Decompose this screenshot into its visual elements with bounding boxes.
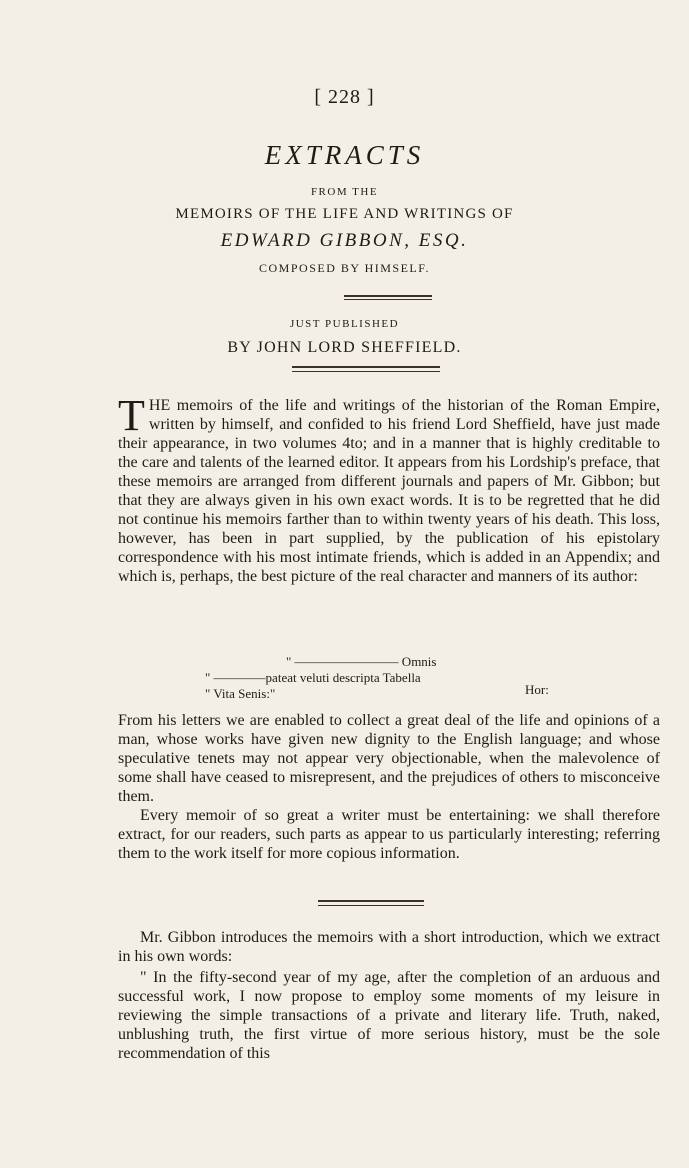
quote-line-3: " Vita Senis:" (205, 686, 276, 701)
paragraph-intro (118, 391, 660, 586)
paragraph-memoir-quote-text: " In the fifty-second year of my age, after the completion of an arduous and successful work, I now propose to employ some moments of my leisure in reviewing the simple transactions of a private and literary life. Truth, naked, unblushing truth, the first virtue of more serious history, must be the sole recommendation of this (118, 969, 660, 1062)
author-name: EDWARD GIBBON, ESQ. (220, 230, 469, 251)
just-published-label: JUST PUBLISHED (289, 318, 400, 330)
paragraph-intro-text: HE memoirs of the life and writings of the historian of the Roman Empire, written by himself, and confided to his friend Lord Sheffield, have just made their appearance, in two volumes 4to; and in a manner that is highly creditable to the care and talents of the learned editor. It appears from his Lordship's preface, that these memoirs are arranged from different journals and papers of Mr. Gibbon; but that they are always given in his own exact words. It is to be regretted that he did not continue his memoirs farther than to within twenty years of his death. This loss, however, has been in part supplied, by the publication of his epistolary correspondence with his most intimate friends, which is added in an Appendix; and which is, perhaps, the best picture of the real character and manners of its author: (118, 397, 660, 585)
divider-rule-3b (318, 905, 424, 906)
paragraph-memoir-quote (118, 968, 660, 1063)
from-the-label: FROM THE (310, 186, 379, 198)
editor-line: BY JOHN LORD SHEFFIELD. (227, 339, 462, 356)
paragraph-introduction-text: Mr. Gibbon introduces the memoirs with a short introduction, which we extract in his own words: (118, 929, 660, 965)
divider-rule-1b (344, 299, 432, 300)
article-title: EXTRACTS (264, 140, 425, 170)
paragraph-letters (118, 711, 660, 806)
divider-rule-2 (292, 366, 440, 368)
quote-attribution: Hor: (525, 682, 549, 697)
divider-rule-2b (292, 371, 440, 372)
paragraph-extract-text: Every memoir of so great a writer must be entertaining: we shall therefore extract, for our readers, such parts as appear to us particularly interesting; referring them to the work itself for more copious information. (118, 807, 660, 862)
paragraph-introduction (118, 928, 660, 966)
composed-line: COMPOSED BY HIMSELF. (259, 261, 430, 275)
quote-line-1: " ———————— Omnis (286, 654, 437, 669)
divider-rule-3 (318, 900, 424, 902)
divider-rule-1 (344, 295, 432, 297)
paragraph-extract (118, 806, 660, 863)
drop-cap: T (118, 391, 145, 440)
quote-line-2: " ————pateat veluti descripta Tabella (205, 670, 421, 685)
paragraph-letters-text: From his letters we are enabled to collect a great deal of the life and opinions of a man, whose works have given new dignity to the English language; and whose speculative tenets may not appear very objectionable, when the malevolence of some shall have ceased to misrepresent, and the prejudices of others to misconceive them. (118, 712, 660, 805)
page-number: [ 228 ] (314, 86, 375, 108)
memoirs-heading: MEMOIRS OF THE LIFE AND WRITINGS OF (175, 206, 514, 222)
